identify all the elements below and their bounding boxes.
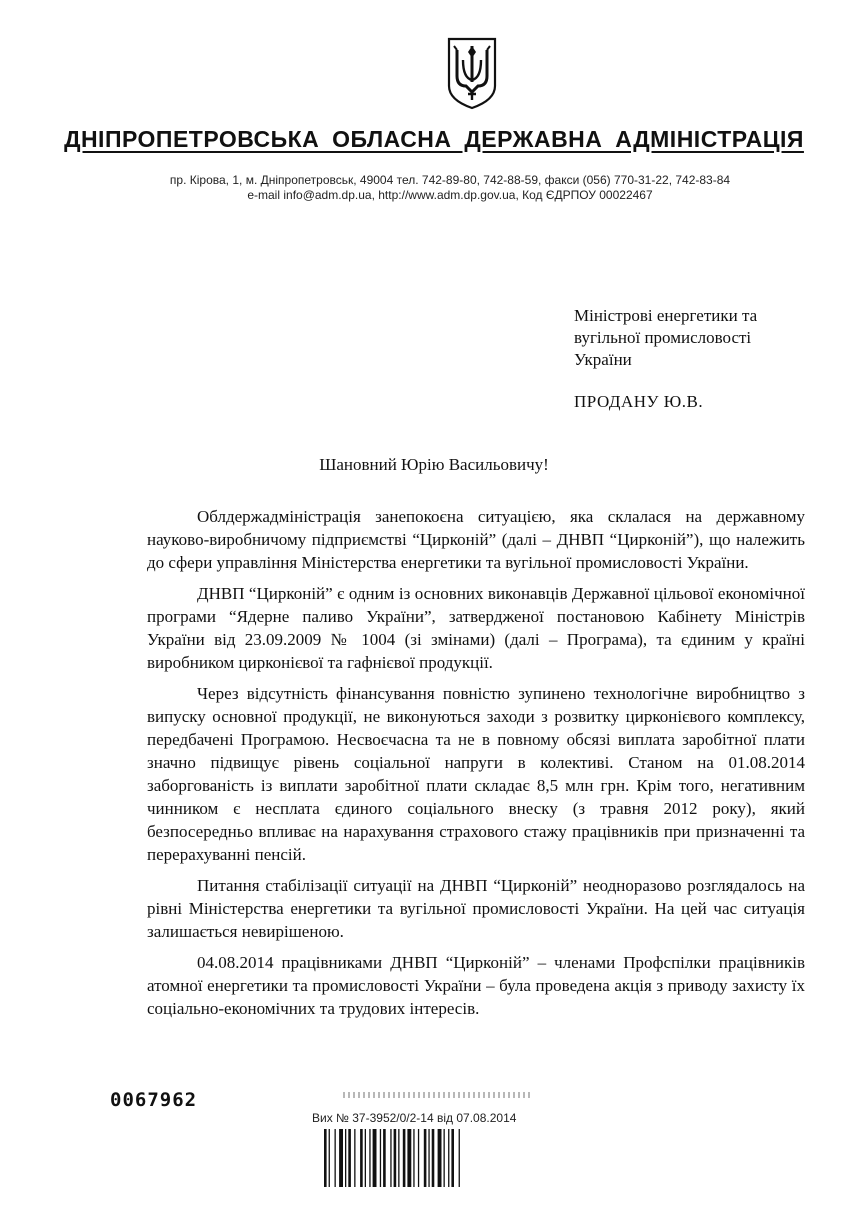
recipient-name: ПРОДАНУ Ю.В. [574, 392, 704, 411]
body-paragraph: Питання стабілізації ситуації на ДНВП “Цирконій” неодноразово розглядалось на рівні Міністерства енергетики та вугільної промисловості України. На цей час ситуація залишається невирішеною. [147, 876, 805, 941]
addressee-line: України [574, 350, 632, 369]
contact-web-line: e-mail info@adm.dp.ua, http://www.adm.dp.gov.ua, Код ЄДРПОУ 00022467 [247, 188, 653, 202]
registration-number: 0067962 [110, 1089, 198, 1111]
body-paragraph: Через відсутність фінансування повністю зупинено технологічне виробництво з випуску основної продукції, не виконуються заходи з розвитку цирконієвого комплексу, передбачені Програмою. Несвоєчасна та не в повному обсязі виплата заробітної плати значно підвищує рівень соціальної напруги в колективі. Станом на 01.08.2014 заборгованість із виплати заробітної плати складає 8,5 млн грн. Крім того, негативним чинником є несплата єдиного соціального внеску (з травня 2012 року), який безпосередньо впливає на нарахування страхового стажу працівників при призначенні та перерахуванні пенсій. [147, 684, 805, 864]
addressee-block [574, 305, 757, 371]
body-paragraph: ДНВП “Цирконій” є одним із основних виконавців Державної цільової економічної програми “Ядерне паливо України”, затвердженої постановою Кабінету Міністрів України від 23.09.2009 № 1004 (зі змінами) (далі – Програма), та єдиним у країні виробником цирконієвої та гафнієвої продукції. [147, 584, 805, 672]
body-paragraph: 04.08.2014 працівниками ДНВП “Цирконій” – членами Профспілки працівників атомної енергетики та промисловості України – була проведена акція з приводу захисту їх соціально-економічних та трудових інтересів. [147, 953, 805, 1018]
trident-coat-of-arms-icon [446, 36, 498, 110]
organization-title: ДНІПРОПЕТРОВСЬКА ОБЛАСНА ДЕРЖАВНА АДМІНІСТРАЦІЯ [64, 126, 804, 152]
addressee-line: вугільної промисловості [574, 328, 752, 347]
stamp-fine-print [343, 1092, 533, 1098]
body-paragraph: Облдержадміністрація занепокоєна ситуацією, яка склалася на державному науково-виробничому підприємстві “Цирконій” (далі – ДНВП “Цирконій”), що належить до сфери управління Міністерства енергетики та вугільної промисловості України. [147, 507, 805, 572]
letter-body [147, 505, 805, 1028]
outgoing-stamp: Вих № 37-3952/0/2-14 від 07.08.2014 [312, 1111, 517, 1125]
barcode-icon [324, 1129, 534, 1187]
contact-address-line: пр. Кірова, 1, м. Дніпропетровськ, 49004 тел. 742-89-80, 742-88-59, факси (056) 770-31-22, 742-83-84 [169, 173, 731, 187]
salutation: Шановний Юрію Васильовичу! [319, 455, 549, 474]
addressee-line: Міністрові енергетики та [574, 306, 758, 325]
